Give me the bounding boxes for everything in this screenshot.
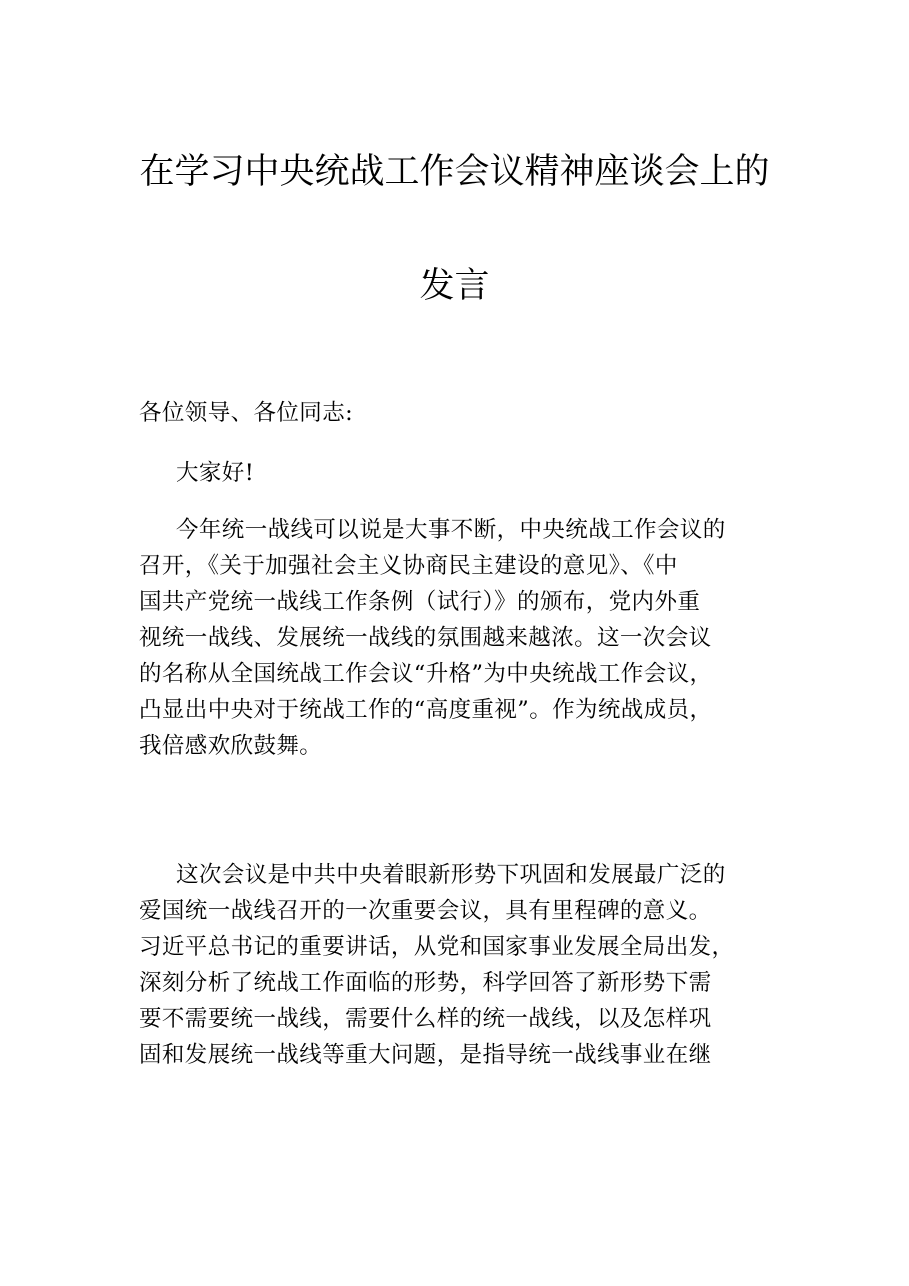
- document-title-line-2: 发言: [419, 266, 490, 306]
- salutation: 各位领导、各位同志:: [139, 400, 354, 426]
- paragraph-2-line: 固和发展统一战线等重大问题，是指导统一战线事业在继: [139, 1042, 712, 1068]
- paragraph-1-line: 今年统一战线可以说是大事不断，中央统战工作会议的: [176, 517, 726, 543]
- document-title-line-1: 在学习中央统战工作会议精神座谈会上的: [139, 152, 770, 192]
- greeting: 大家好!: [176, 460, 255, 486]
- paragraph-2-line: 这次会议是中共中央着眼新形势下巩固和发展最广泛的: [176, 862, 726, 888]
- paragraph-1: [139, 512, 764, 764]
- paragraph-1-line: 国共产党统一战线工作条例（试行）》的颁布，党内外重: [139, 589, 701, 615]
- paragraph-2: [139, 857, 764, 1073]
- paragraph-2-line: 深刻分析了统战工作面临的形势，科学回答了新形势下需: [139, 970, 712, 996]
- paragraph-2-line: 爱国统一战线召开的一次重要会议，具有里程碑的意义。: [139, 898, 712, 924]
- paragraph-2-line: 要不需要统一战线，需要什么样的统一战线，以及怎样巩: [139, 1006, 712, 1032]
- paragraph-1-line: 我倍感欢欣鼓舞。: [139, 733, 323, 759]
- paragraph-1-line: 的名称从全国统战工作会议“升格”为中央统战工作会议，: [139, 661, 713, 687]
- paragraph-1-line: 召开，《关于加强社会主义协商民主建设的意见》、《中: [139, 553, 678, 579]
- paragraph-2-line: 习近平总书记的重要讲话，从党和国家事业发展全局出发，: [139, 934, 735, 960]
- paragraph-1-line: 视统一战线、发展统一战线的氛围越来越浓。这一次会议: [139, 625, 712, 651]
- paragraph-1-line: 凸显出中央对于统战工作的“高度重视”。作为统战成员，: [139, 697, 713, 723]
